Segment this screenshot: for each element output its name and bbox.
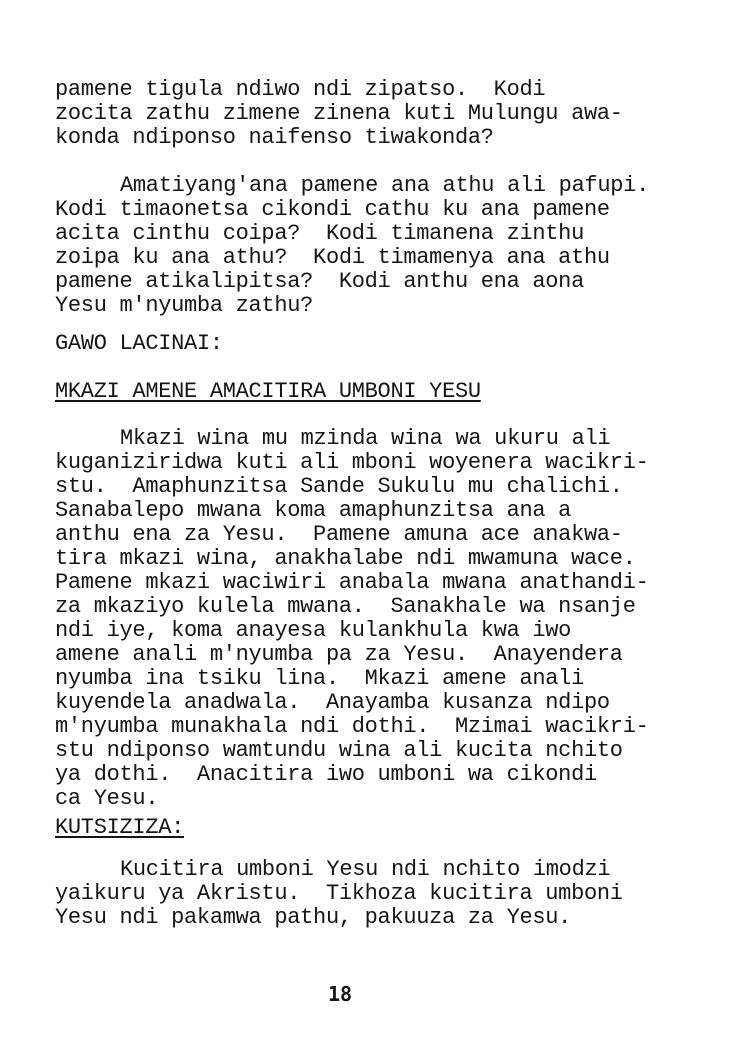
text-line: Mkazi wina mu mzinda wina wa ukuru ali (120, 426, 611, 451)
story-title (55, 380, 481, 404)
text-line: Pamene mkazi waciwiri anabala mwana anathandi- (55, 570, 649, 595)
text-line: anthu ena za Yesu. Pamene amuna ace anakwa- (55, 522, 623, 547)
summary-heading (55, 816, 184, 840)
text-line: ndi iye, koma anayesa kulankhula kwa iwo (55, 618, 572, 643)
text-line: pamene tigula ndiwo ndi zipatso. Kodi (55, 77, 546, 102)
text-line: zocita zathu zimene zinena kuti Mulungu awa- (55, 101, 623, 126)
text-line: m'nyumba munakhala ndi dothi. Mzimai wacikri- (55, 714, 649, 739)
text-line: tira mkazi wina, anakhalabe ndi mwamuna wace. (55, 546, 636, 571)
text-line: kuganiziridwa kuti ali mboni woyenera wacikri- (55, 450, 649, 475)
text-line: konda ndiponso naifenso tiwakonda? (55, 125, 494, 150)
text-line: pamene atikalipitsa? Kodi anthu ena aona (55, 269, 584, 294)
section-heading (55, 332, 223, 356)
paragraph-4 (55, 858, 623, 930)
text-line: stu ndiponso wamtundu wina ali kucita nchito (55, 738, 623, 763)
story-title-text: MKAZI AMENE AMACITIRA UMBONI YESU (55, 379, 481, 404)
text-line: Amatiyang'ana pamene ana athu ali pafupi. (120, 173, 649, 198)
paragraph-2 (55, 174, 649, 318)
paragraph-1 (55, 78, 623, 150)
text-line: amene anali m'nyumba pa za Yesu. Anayendera (55, 642, 623, 667)
text-line: nyumba ina tsiku lina. Mkazi amene anali (55, 666, 584, 691)
text-line: acita cinthu coipa? Kodi timanena zinthu (55, 221, 584, 246)
page-number: 18 (328, 982, 353, 1006)
text-line: Sanabalepo mwana koma amaphunzitsa ana a (55, 498, 572, 523)
text-line: Kodi timaonetsa cikondi cathu ku ana pamene (55, 197, 610, 222)
text-line: stu. Amaphunzitsa Sande Sukulu mu chalichi. (55, 474, 623, 499)
paragraph-3 (55, 427, 649, 811)
text-line: ca Yesu. (55, 786, 159, 811)
text-line: Kucitira umboni Yesu ndi nchito imodzi (120, 857, 611, 882)
text-line: zoipa ku ana athu? Kodi timamenya ana athu (55, 245, 610, 270)
text-line: za mkaziyo kulela mwana. Sanakhale wa nsanje (55, 594, 636, 619)
text-line: ya dothi. Anacitira iwo umboni wa cikondi (55, 762, 597, 787)
section-heading-text: GAWO LACINAI: (55, 331, 223, 356)
text-line: Yesu m'nyumba zathu? (55, 293, 314, 318)
summary-heading-text: KUTSIZIZA: (55, 815, 185, 840)
text-line: yaikuru ya Akristu. Tikhoza kucitira umboni (55, 881, 623, 906)
text-line: Yesu ndi pakamwa pathu, pakuuza za Yesu. (55, 905, 572, 930)
text-line: kuyendela anadwala. Anayamba kusanza ndipo (55, 690, 610, 715)
